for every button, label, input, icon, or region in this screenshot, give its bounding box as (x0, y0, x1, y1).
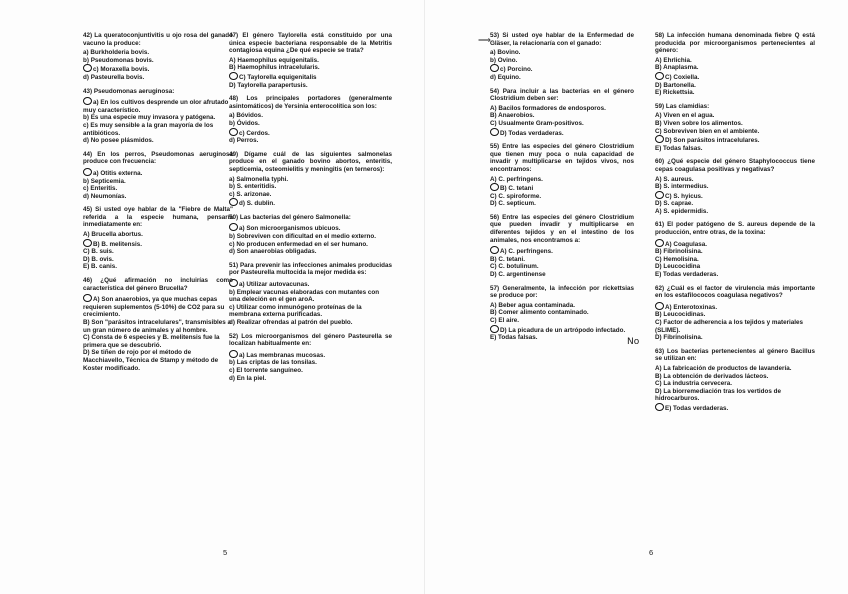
answer-option-text: C) S. hyicus. (665, 192, 703, 200)
answer-option-text: C) C. spiroforme. (490, 192, 542, 200)
circled-answer-mark (229, 279, 238, 287)
answer-option (655, 135, 815, 145)
answer-option (655, 183, 815, 191)
answer-option (83, 57, 233, 65)
answer-option-text: a) Otitis externa. (93, 169, 143, 177)
circled-answer-mark (83, 168, 92, 176)
page-number-right: 6 (649, 548, 654, 557)
question-text: 62) ¿Cuál es el factor de virulencia más importante en los estafilococos coagulasa negativos? (655, 284, 815, 300)
answer-option (490, 105, 634, 113)
answer-option (83, 239, 233, 249)
question-block (83, 151, 233, 201)
answer-option-text: a) Burkholderia bovis. (83, 49, 150, 57)
answer-option (229, 176, 392, 184)
answer-option (229, 137, 392, 145)
answer-option-text: B) Haemophilus intracelularis. (229, 64, 320, 72)
answer-option-text: d) Perros. (229, 137, 259, 145)
circled-answer-mark (229, 223, 238, 231)
answer-option (655, 334, 815, 342)
answer-option (655, 112, 815, 120)
answer-option (83, 114, 233, 122)
answer-option-text: D) La biorremediación tras los vertidos de hidrocarburos. (655, 387, 781, 403)
answer-option (229, 359, 392, 367)
answer-option-text: C) Factor de adherencia a los tejidos y materiales (SLIME). (655, 319, 804, 334)
answer-option-text: D) Taylorella parapertusis. (229, 81, 308, 89)
question-block (655, 158, 815, 215)
question-block (83, 32, 233, 82)
answer-option-text: E) Todas verdaderas. (665, 404, 729, 412)
handwritten-arrow: ⟹ (478, 36, 491, 46)
circled-answer-mark (83, 97, 92, 105)
question-block (229, 333, 392, 383)
answer-option (490, 64, 634, 74)
question-text: 63) Los bacterias pertenecientes al género Bacillus se utilizan en: (655, 347, 815, 363)
answer-option-text: c) S. arizonae. (229, 190, 272, 198)
answer-option-text: E) B. canis. (83, 263, 117, 271)
question-text: 48) Los principales portadores (generalmente asintomáticos) de Yersinia enterocolítica son los: (229, 95, 392, 110)
answer-option (83, 349, 233, 372)
answer-option-text: c) Enteritis. (83, 185, 118, 193)
answer-option (490, 57, 634, 65)
question-text: 42) La queratoconjuntivitis u ojo rosa del ganado vacuno la produce: (83, 32, 233, 47)
right-page-col1 (490, 32, 634, 348)
answer-option (83, 193, 233, 201)
question-block (83, 206, 233, 271)
answer-option-text: B) Anaplasma. (655, 64, 699, 72)
question-block (490, 143, 634, 208)
answer-option-text: B) C. tetani. (490, 255, 525, 263)
answer-option (655, 145, 815, 153)
answer-option (655, 388, 815, 403)
answer-option-text: b) Emplear vacunas elaboradas con mutantes con una deleción en el gen aroA. (229, 288, 380, 304)
answer-option (655, 57, 815, 65)
answer-option (490, 271, 634, 279)
answer-option (490, 263, 634, 271)
answer-option-text: B) Viven sobre los alimentos. (655, 119, 743, 127)
answer-option-text: B) Leucocidinas. (655, 311, 706, 319)
answer-option-text: A) Ehrlichia. (655, 56, 692, 64)
answer-option (229, 375, 392, 383)
answer-option (83, 248, 233, 256)
answer-option-text: B) La obtención de derivados lácteos. (655, 372, 769, 380)
answer-option (229, 233, 392, 241)
answer-option (655, 64, 815, 72)
answer-option-text: a) Salmonella typhi. (229, 175, 289, 183)
answer-option-text: A) Beber agua contaminada. (490, 301, 576, 309)
circled-answer-mark (655, 72, 664, 80)
answer-option-text: d) Pasteurella bovis. (83, 73, 145, 81)
answer-option-text: E) Todas falsas. (490, 334, 538, 342)
answer-option-text: d) Equino. (490, 73, 521, 81)
answer-option (229, 112, 392, 120)
question-block (83, 277, 233, 372)
answer-option (229, 198, 392, 208)
answer-option (655, 302, 815, 312)
answer-option (490, 49, 634, 57)
answer-option-text: d) Son anaerobias obligadas. (229, 248, 317, 256)
answer-option-text: a) En los cultivos desprende un olor afrutado muy característico. (83, 99, 229, 114)
answer-option-text: D) Bartonella. (655, 81, 696, 89)
answer-option-text: d) Realizar ofrendas al patrón del pueblo. (229, 319, 353, 326)
answer-option-text: b) Pseudomonas bovis. (83, 56, 154, 64)
answer-option (229, 367, 392, 375)
answer-option (83, 49, 233, 57)
answer-option (229, 279, 392, 289)
circled-answer-mark (83, 239, 92, 247)
answer-option-text: d) S. dublin. (239, 200, 276, 208)
question-text: 46) ¿Qué afirmación no incluirías como característica del género Brucella? (83, 277, 233, 292)
answer-option-text: d) Neumonías. (83, 192, 127, 200)
question-block (229, 32, 392, 89)
left-page-col1 (83, 32, 233, 378)
circled-answer-mark (655, 135, 664, 143)
answer-option-text: C) C. botulinum. (490, 263, 539, 271)
question-block (655, 32, 815, 97)
answer-option (490, 317, 634, 325)
answer-option (655, 319, 815, 334)
question-text: 54) Para incluir a las bacterias en el género Clostridium deben ser: (490, 87, 634, 103)
handwritten-no-mark: No (627, 337, 640, 347)
answer-option-text: A) Son anaerobios, ya que muchas cepas requieren suplementos (5-10%) de CO2 para su crecimiento. (83, 296, 225, 319)
answer-option-text: B) C. tetani (500, 185, 534, 193)
question-block (655, 221, 815, 278)
circled-answer-mark (490, 246, 499, 254)
question-text: 52) Los microorganismos del género Pasteurella se localizan habitualmente en: (229, 332, 392, 348)
answer-option (83, 256, 233, 264)
answer-option (83, 185, 233, 193)
answer-option-text: c) Es muy sensible a la gran mayoría de los antibióticos. (83, 121, 214, 137)
question-block (229, 214, 392, 256)
answer-option (490, 325, 634, 335)
answer-option-text: a) Bóvidos. (229, 112, 263, 120)
answer-option-text: c) Moraxella bovis. (93, 66, 150, 74)
answer-option (655, 200, 815, 208)
answer-option (655, 120, 815, 128)
answer-option (229, 183, 392, 191)
answer-option-text: C) Coxiella. (665, 73, 700, 81)
answer-option (490, 246, 634, 256)
answer-option (83, 294, 233, 319)
answer-option-text: B) S. intermedius. (655, 183, 709, 191)
page-gutter (424, 0, 425, 594)
answer-option-text: D) S. caprae. (655, 200, 694, 208)
answer-option-text: D) Son parásitos intracelulares. (665, 137, 760, 145)
answer-option-text: B) Fibrinolisina. (655, 248, 703, 256)
answer-option-text: b) Es una especie muy invasora y patógena. (83, 114, 216, 122)
question-text: 59) Las clamidias: (655, 102, 710, 110)
circled-answer-mark (655, 302, 664, 310)
answer-option-text: b) Septicemia. (83, 177, 126, 185)
question-text: 43) Pseudomonas aeruginosa: (83, 87, 175, 95)
answer-option-text: D) Leucocidina (655, 263, 701, 271)
circled-answer-mark (655, 191, 664, 199)
answer-option-text: A) C. perfringens. (500, 248, 553, 256)
answer-option-text: E) Todas verdaderas. (655, 271, 719, 279)
circled-answer-mark (655, 403, 664, 411)
answer-option (229, 350, 392, 360)
answer-option-text: A) Brucella abortus. (83, 231, 143, 239)
answer-option-text: b) Sobreviven con dificultad en el medio externo. (229, 233, 376, 241)
answer-option-text: D) La picadura de un artrópodo infectado. (500, 326, 626, 334)
answer-option (655, 263, 815, 271)
answer-option (655, 365, 815, 373)
answer-option (490, 309, 634, 317)
answer-option-text: A) C. perfringens. (490, 175, 543, 183)
answer-option (83, 122, 233, 137)
question-text: 56) Entre las especies del género Clostridium que pueden invadir y multiplicarse en diferentes tejidos y en el intestino de los animales, nos encontramos a: (490, 213, 634, 244)
question-text: 55) Entre las especies del género Clostridium que tienen muy poca o nula capacidad de invadir y multiplicarse en tejidos vivos, nos encontramos: (490, 143, 634, 173)
answer-option (229, 304, 392, 319)
answer-option (655, 403, 815, 413)
answer-option (655, 239, 815, 249)
question-block (655, 348, 815, 413)
answer-option-text: C) Sobreviven bien en el ambiente. (655, 127, 760, 135)
answer-option-text: a) Bovino. (490, 49, 521, 57)
answer-option (490, 74, 634, 82)
answer-option (490, 200, 634, 208)
answer-option (83, 178, 233, 186)
question-block (229, 151, 392, 208)
answer-option (490, 183, 634, 193)
answer-option-text: A) Enterotoxinas. (665, 303, 718, 311)
question-block (229, 262, 392, 327)
answer-option (490, 334, 634, 342)
answer-option (83, 263, 233, 271)
left-page-col2 (229, 32, 392, 388)
question-text: 53) Si usted oye hablar de la Enfermedad de Gläser, la relacionaría con el ganado: (490, 32, 634, 47)
answer-option (655, 271, 815, 279)
answer-option-text: A) S. aureus. (655, 175, 694, 183)
answer-option-text: C) Taylorella equigenitalis (239, 73, 317, 81)
answer-option (83, 334, 233, 349)
answer-option (229, 128, 392, 138)
answer-option-text: B) Son "parásitos intracelulares", transmisibles a un gran número de animales y al hombre. (83, 319, 232, 334)
page-number-left: 5 (223, 548, 228, 557)
answer-option-text: E) Todas falsas. (655, 144, 703, 152)
answer-option-text: C) El aire. (490, 317, 520, 324)
question-text: 61) El poder patógeno de S. aureus depende de la producción, entre otras, de la toxina: (655, 221, 815, 237)
question-text: 47) El género Taylorella está constituido por una única especie bacteriana responsable de la Metritis contagiosa equina ¿De qué especie se trata? (229, 32, 392, 55)
answer-option-text: a) Utilizar autovacunas. (239, 281, 310, 289)
answer-option-text: c) Cerdos. (239, 129, 270, 137)
answer-option-text: A) Haemophilus equigenitalis. (229, 56, 319, 64)
question-text: 45) Si usted oye hablar de la "Fiebre de Malta" referida a la especie humana, pensaría inmediatamente en: (83, 206, 233, 229)
circled-answer-mark (83, 64, 92, 72)
answer-option (83, 231, 233, 239)
answer-option (655, 82, 815, 90)
answer-option (655, 72, 815, 82)
question-block (83, 88, 233, 145)
answer-option-text: B) Comer alimento contaminado. (490, 309, 589, 317)
question-text: 49) Dígame cuál de las siguientes salmonelas produce en el ganado bovino abortos, enteritis, septicemia, osteomielitis y meningitis (en terneros): (229, 150, 392, 173)
circled-answer-mark (490, 64, 499, 72)
answer-option (229, 289, 392, 304)
answer-option (490, 193, 634, 201)
answer-option-text: D) B. ovis. (83, 255, 114, 263)
answer-option (83, 137, 233, 145)
answer-option (655, 380, 815, 388)
question-block (655, 103, 815, 153)
question-block (229, 95, 392, 145)
answer-option-text: C) La industria cervecera. (655, 380, 732, 388)
question-text: 60) ¿Qué especie del género Staphylococcus tiene cepas coagulasa positivas y negativas? (655, 158, 815, 173)
answer-option-text: A) La fabricación de productos de lavandería. (655, 364, 792, 372)
question-block (490, 32, 634, 82)
question-block (490, 285, 634, 342)
answer-option-text: a) Las membranas mucosas. (239, 351, 326, 359)
answer-option (229, 120, 392, 128)
answer-option (655, 176, 815, 184)
answer-option-text: d) No posee plásmidos. (83, 137, 154, 145)
answer-option-text: b) S. enteritidis. (229, 183, 277, 191)
answer-option-text: D) C. septicum. (490, 200, 536, 208)
question-block (655, 285, 815, 342)
circled-answer-mark (83, 294, 92, 302)
circled-answer-mark (490, 325, 499, 333)
answer-option (655, 128, 815, 136)
circled-answer-mark (229, 198, 238, 206)
question-block (490, 88, 634, 138)
answer-option (229, 57, 392, 65)
answer-option (83, 319, 233, 334)
answer-option-text: A) Viven en el agua. (655, 112, 715, 120)
question-text: 57) Generalmente, la infección por rickettsias se produce por: (490, 284, 634, 300)
answer-option (655, 248, 815, 256)
answer-option (655, 256, 815, 264)
answer-option-text: c) No producen enfermedad en el ser humano. (229, 240, 368, 248)
answer-option (655, 208, 815, 216)
answer-option (490, 256, 634, 264)
answer-option (490, 128, 634, 138)
answer-option-text: D) C. argentinense (490, 271, 546, 279)
answer-option-text: B) B. melitensis. (93, 240, 142, 248)
answer-option-text: c) Porcino. (500, 66, 533, 74)
answer-option (229, 82, 392, 90)
answer-option-text: b) Las criptas de las tonsilas. (229, 359, 317, 367)
answer-option-text: b) Ovino. (490, 56, 518, 64)
answer-option (229, 223, 392, 233)
answer-option (83, 97, 233, 114)
circled-answer-mark (229, 128, 238, 136)
answer-option-text: a) Son microorganismos ubicuos. (239, 225, 341, 233)
answer-option-text: D) Se tiñen de rojo por el método de Macchiavello, Técnica de Stamp y método de Koster modificado. (83, 349, 219, 372)
question-text: 44) En los perros, Pseudomonas aeruginosa produce con frecuencia: (83, 150, 233, 166)
circled-answer-mark (229, 350, 238, 358)
circled-answer-mark (490, 128, 499, 136)
answer-option (490, 120, 634, 128)
answer-option (655, 89, 815, 97)
answer-option (229, 191, 392, 199)
answer-option-text: A) S. epidermidis. (655, 207, 709, 215)
answer-option (490, 112, 634, 120)
answer-option (83, 74, 233, 82)
answer-option-text: b) Óvidos. (229, 119, 260, 127)
answer-option (490, 302, 634, 310)
question-text: 58) La infección humana denominada fiebre Q está producida por microorganismos pertenecientes al género: (655, 32, 815, 55)
answer-option (229, 319, 392, 327)
answer-option-text: c) El torrente sanguíneo. (229, 366, 303, 374)
question-text: 50) Las bacterias del género Salmonella: (229, 213, 351, 221)
answer-option-text: A) Coagulasa. (665, 240, 707, 248)
answer-option (655, 373, 815, 381)
answer-option (229, 64, 392, 72)
circled-answer-mark (229, 72, 238, 80)
answer-option-text: E) Rickettsia. (655, 89, 695, 97)
answer-option (655, 191, 815, 201)
answer-option (490, 176, 634, 184)
answer-option (229, 72, 392, 82)
answer-option-text: C) Hemolisina. (655, 255, 699, 263)
answer-option-text: C) Consta de 6 especies y B. melitensis fue la primera que se descubrió. (83, 334, 220, 349)
answer-option (229, 248, 392, 256)
answer-option (83, 64, 233, 74)
right-page-col2 (655, 32, 815, 419)
answer-option-text: D) Todas verdaderas. (500, 129, 564, 137)
answer-option-text: d) En la piel. (229, 374, 267, 382)
circled-answer-mark (655, 239, 664, 247)
answer-option-text: c) Utilizar como inmunógeno proteínas de la membrana externa purificadas. (229, 303, 362, 319)
answer-option (83, 168, 233, 178)
answer-option (655, 311, 815, 319)
circled-answer-mark (490, 183, 499, 191)
answer-option-text: C) B. suis. (83, 248, 114, 256)
question-block (490, 214, 634, 279)
answer-option-text: B) Anaerobios. (490, 112, 535, 120)
answer-option-text: A) Bacilos formadores de endosporos. (490, 104, 606, 112)
answer-option-text: C) Usualmente Gram-positivos. (490, 119, 584, 127)
question-text: 51) Para prevenir las infecciones animales producidas por Pasteurella multocida la mejor medida es: (229, 261, 392, 277)
answer-option (229, 241, 392, 249)
answer-option-text: D) Fibrinolisina. (655, 334, 703, 342)
